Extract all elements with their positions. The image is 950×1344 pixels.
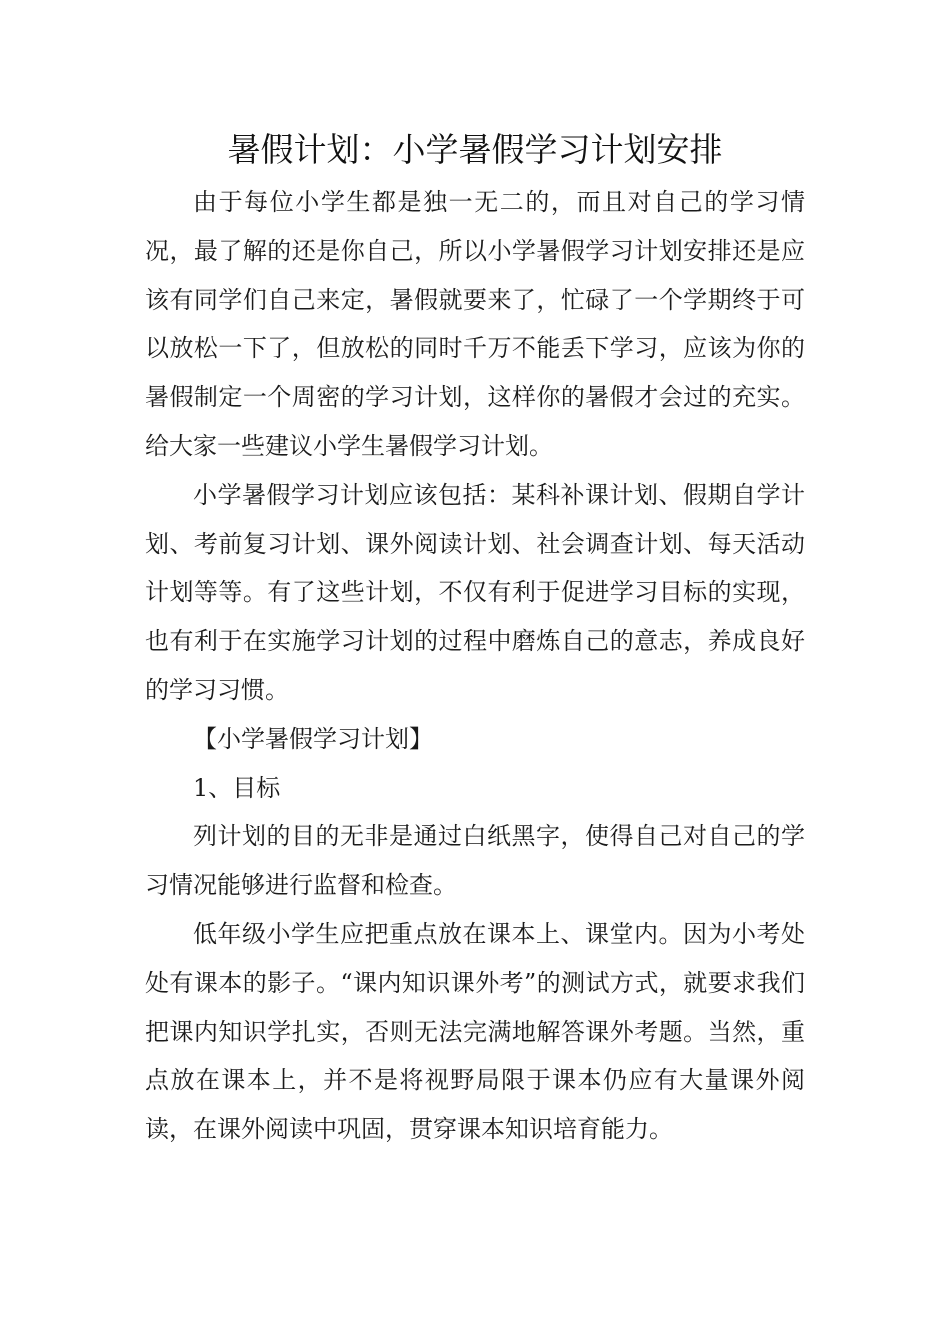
paragraph-textbook-focus: 低年级小学生应把重点放在课本上、课堂内。因为小考处处有课本的影子。“课内知识课外考”的测试方式，就要求我们把课内知识学扎实，否则无法完满地解答课外考题。当然，重点放在课本上，并不是将视野局限于课本仍应有大量课外阅读，在课外阅读中巩固，贯穿课本知识培育能力。 xyxy=(145,919,805,1144)
paragraph-intro: 由于每位小学生都是独一无二的，而且对自己的学习情况，最了解的还是你自己，所以小学暑假学习计划安排还是应该有同学们自己来定，暑假就要来了，忙碌了一个学期终于可以放松一下了，但放松的同时千万不能丢下学习，应该为你的暑假制定一个周密的学习计划，这样你的暑假才会过的充实。给大家一些建议小学生暑假学习计划。 xyxy=(145,188,805,460)
document-body xyxy=(145,178,805,1154)
section-heading: 【小学暑假学习计划】 xyxy=(193,724,433,753)
paragraph-goal-purpose: 列计划的目的无非是通过白纸黑字，使得自己对自己的学习情况能够进行监督和检查。 xyxy=(145,822,805,900)
paragraph-plan-contents: 小学暑假学习计划应该包括：某科补课计划、假期自学计划、考前复习计划、课外阅读计划、社会调查计划、每天活动计划等等。有了这些计划，不仅有利于促进学习目标的实现，也有利于在实施学习计划的过程中磨炼自己的意志，养成良好的学习习惯。 xyxy=(145,480,805,704)
subsection-heading-goal: 1、目标 xyxy=(193,773,281,802)
document-title: 暑假计划：小学暑假学习计划安排 xyxy=(227,130,723,169)
